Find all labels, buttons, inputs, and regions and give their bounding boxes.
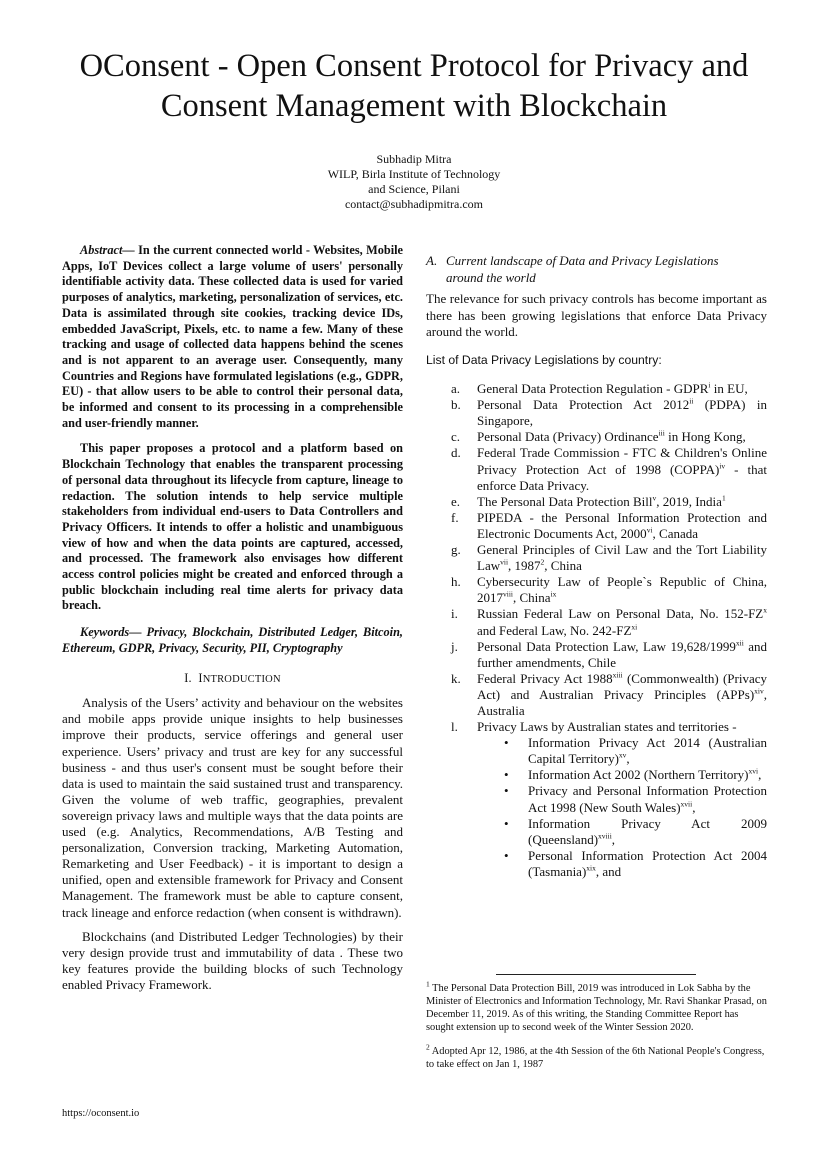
item-marker: c.	[451, 429, 461, 445]
footnote-divider	[496, 974, 696, 975]
introduction-paragraph-1: Analysis of the Users’ activity and behaviour on the websites and mobile apps provide unique insights to help businesses improve their products, service offerings and general user experience. Users’ privacy and trust are key for any successful business - and thus user's consent must be sought before their data is used to maintain the said sustained trust and transparency. Given the volume of web traffic, geographies, prevalent sovereign privacy laws and multiple ways that the data points are used (e.g. Analytics, Recommendations, A/B Testing and personalization, Conversion tracking, Marketing Automation, Remarketing and User Feedback) - it is important to design a unified, open and extensible framework for Privacy and Consent Management. The framework must be able to capture consent, track lineage and enforce redaction (when consent is withdrawn).	[62, 695, 403, 920]
section-number: I.	[184, 670, 192, 685]
author-email: contact@subhadipmitra.com	[344, 197, 483, 211]
left-column	[62, 243, 403, 993]
footnote-2: $^2$ Adopted Apr 12, 1986, at the 4th Session of the 6th National People's Congress, to take effect on Jan 1, 1987	[426, 1042, 765, 1070]
footer-url[interactable]: https://oconsent.io	[62, 1108, 140, 1119]
subsection-paragraph: The relevance for such privacy controls has become important as there has been growing legislations that enforce Data Privacy around the world.	[426, 291, 767, 339]
legislation-item: a. General Data Protection Regulation - GDPR$^i$ in EU,	[451, 380, 748, 397]
author-affiliation-2: and Science, Pilani	[368, 182, 460, 196]
title-line-1: OConsent - Open Consent Protocol for Privacy and	[79, 48, 749, 84]
item-marker: b.	[451, 397, 461, 413]
section-title-first: I	[198, 670, 203, 685]
keywords: Keywords— Privacy, Blockchain, Distributed Ledger, Bitcoin, Ethereum, GDPR, Privacy, Security, PII, Cryptography	[62, 625, 403, 655]
introduction-paragraph-2: Blockchains (and Distributed Ledger Technologies) by their very design provide trust and immutability of data . These two key features provide the building blocks of such Technology enabled Privacy Framework.	[62, 928, 403, 992]
author-block	[264, 152, 564, 212]
legislation-item: k. Federal Privacy Act 1988$^{xiii}$ (Commonwealth) (Privacy Act) and Australian Privacy Principles (APPs)$^{xiv}$, Australia	[451, 670, 767, 718]
legislation-item: j. Personal Data Protection Law, Law 19,628/1999$^{xii}$ and further amendments, Chile	[451, 638, 767, 670]
abstract-paragraph-2: This paper proposes a protocol and a platform based on Blockchain Technology that enables the transparent processing of personal data throughout its lifecycle from capture, lineage to redaction. The solution intends to help service multiple stakeholders from individual end-users to Data Controllers and Privacy Officers. It intends to offer a holistic and unambiguous view of how and when the data points are captured, accessed, and processed. The framework also envisages how different access control policies might be created and enforced through a public blockchain including real time alerts for privacy data breach.	[62, 441, 403, 613]
item-marker: i.	[451, 606, 458, 622]
right-column	[426, 243, 767, 880]
subsection-title-line-1: Current landscape of Data and Privacy Legislations	[446, 253, 719, 268]
legislation-item: l. Privacy Laws by Australian states and territories - • Information Privacy Act 2014 (Australian Capital Territory)$^{xv}$, • Information Act 2002 (Northern Territory)$^{xvi}$, • Privacy and Personal Information Protection Act 1998 (New South Wales)$^{xvii}$, • Information Privacy Act 2009 (Queensland)$^{xviii}$, • Personal Information Protection Act 2004 (Tasmania)$^{xix}$, and	[451, 719, 767, 879]
item-marker: f.	[451, 509, 459, 525]
legislation-list	[426, 381, 767, 880]
item-marker: l.	[451, 719, 458, 735]
item-marker: g.	[451, 542, 461, 558]
bullet-icon: •	[504, 815, 509, 831]
legislation-item: e. The Personal Data Protection Bill$^v$, 2019, India$^1$	[451, 493, 726, 509]
subsection-letter: A.	[426, 253, 438, 268]
legislation-item: d. Federal Trade Commission - FTC & Children's Online Privacy Protection Act of 1998 (COPPA)$^{iv}$ - that enforce Data Privacy.	[451, 445, 767, 493]
bullet-icon: •	[504, 847, 509, 863]
item-marker: j.	[451, 638, 458, 654]
section-heading-introduction	[62, 671, 403, 688]
bullet-icon: •	[504, 735, 509, 751]
footnote-number: 1	[426, 979, 430, 989]
australian-law-item: • Information Act 2002 (Northern Territory)$^{xvi}$,	[504, 767, 762, 783]
legislation-item: b. Personal Data Protection Act 2012$^{ii}$ (PDPA) in Singapore,	[451, 396, 767, 429]
item-marker: a.	[451, 381, 461, 397]
legislation-item: f. PIPEDA - the Personal Information Protection and Electronic Documents Act, 2000$^{vi}$, Canada	[451, 509, 767, 541]
australian-law-item: • Personal Information Protection Act 2004 (Tasmania)$^{xix}$, and	[504, 847, 767, 879]
abstract-text-1: In the current connected world - Websites, Mobile Apps, IoT Devices collect a large volume of users' personally identifiable activity data. These collected data is used for varied purposes of analytics, marketing, personalization of services, etc. Data is assimilated through site cookies, tracking device IDs, embedded JavaScript, Pixels, etc. to name a few. Many of these tracking and usage of collected data happens behind the scenes and is not apparent to an average user. Consequently, many Countries and Regions have formulated legislations (e.g., GDPR, EU) - that allow users to be able to control their personal data, be informed and consent to its processing in a comprehensible and user-friendly manner.	[62, 243, 403, 430]
legislation-item: h. Cybersecurity Law of People`s Republic of China, 2017$^{viii}$, China$^{ix}$	[451, 574, 767, 606]
legislation-list-intro: List of Data Privacy Legislations by country:	[426, 353, 662, 368]
author-name: Subhadip Mitra	[376, 152, 452, 166]
abstract-paragraph-1	[62, 243, 403, 431]
legislation-item: c. Personal Data (Privacy) Ordinance$^{iii}$ in Hong Kong,	[451, 429, 746, 445]
item-marker: k.	[451, 670, 461, 686]
footnote-1: $^1$ The Personal Data Protection Bill, 2019 was introduced in Lok Sabha by the Minister of Electronics and Information Technology, Mr. Ravi Shankar Prasad, on December 11, 2019. As of this writing, the Standing Committee Report has sought extension up to second week of the Winter Session 2020.	[426, 979, 767, 1033]
legislation-item: i. Russian Federal Law on Personal Data, No. $152-FZ^x$ and Federal Law, No. 242-FZ$^{xi}$	[451, 606, 767, 638]
footnote-number: 2	[426, 1042, 430, 1052]
subsection-heading	[426, 253, 767, 286]
author-affiliation-1: WILP, Birla Institute of Technology	[327, 167, 501, 181]
australian-law-item: • Privacy and Personal Information Protection Act 1998 (New South Wales)$^{xvii}$,	[504, 783, 767, 815]
item-marker: e.	[451, 493, 461, 509]
legislation-item: g. General Principles of Civil Law and the Tort Liability Law$^{vii}$, 1987$^2$, China	[451, 542, 767, 574]
bullet-icon: •	[504, 767, 509, 783]
australian-law-item: • Information Privacy Act 2014 (Australian Capital Territory)$^{xv}$,	[504, 735, 767, 767]
item-marker: h.	[451, 574, 461, 590]
title-line-2: Consent Management with Blockchain	[160, 88, 668, 124]
bullet-icon: •	[504, 783, 509, 799]
item-marker: d.	[451, 445, 461, 461]
section-title-rest: NTRODUCTION	[202, 673, 281, 685]
subsection-title-line-2: around the world	[446, 269, 536, 285]
footnotes	[426, 979, 767, 1071]
australian-law-item: • Information Privacy Act 2009 (Queensland)$^{xviii}$,	[504, 815, 767, 847]
australian-laws-list	[477, 735, 767, 880]
paper-title	[40, 46, 788, 126]
abstract-label: Abstract—	[80, 243, 135, 257]
